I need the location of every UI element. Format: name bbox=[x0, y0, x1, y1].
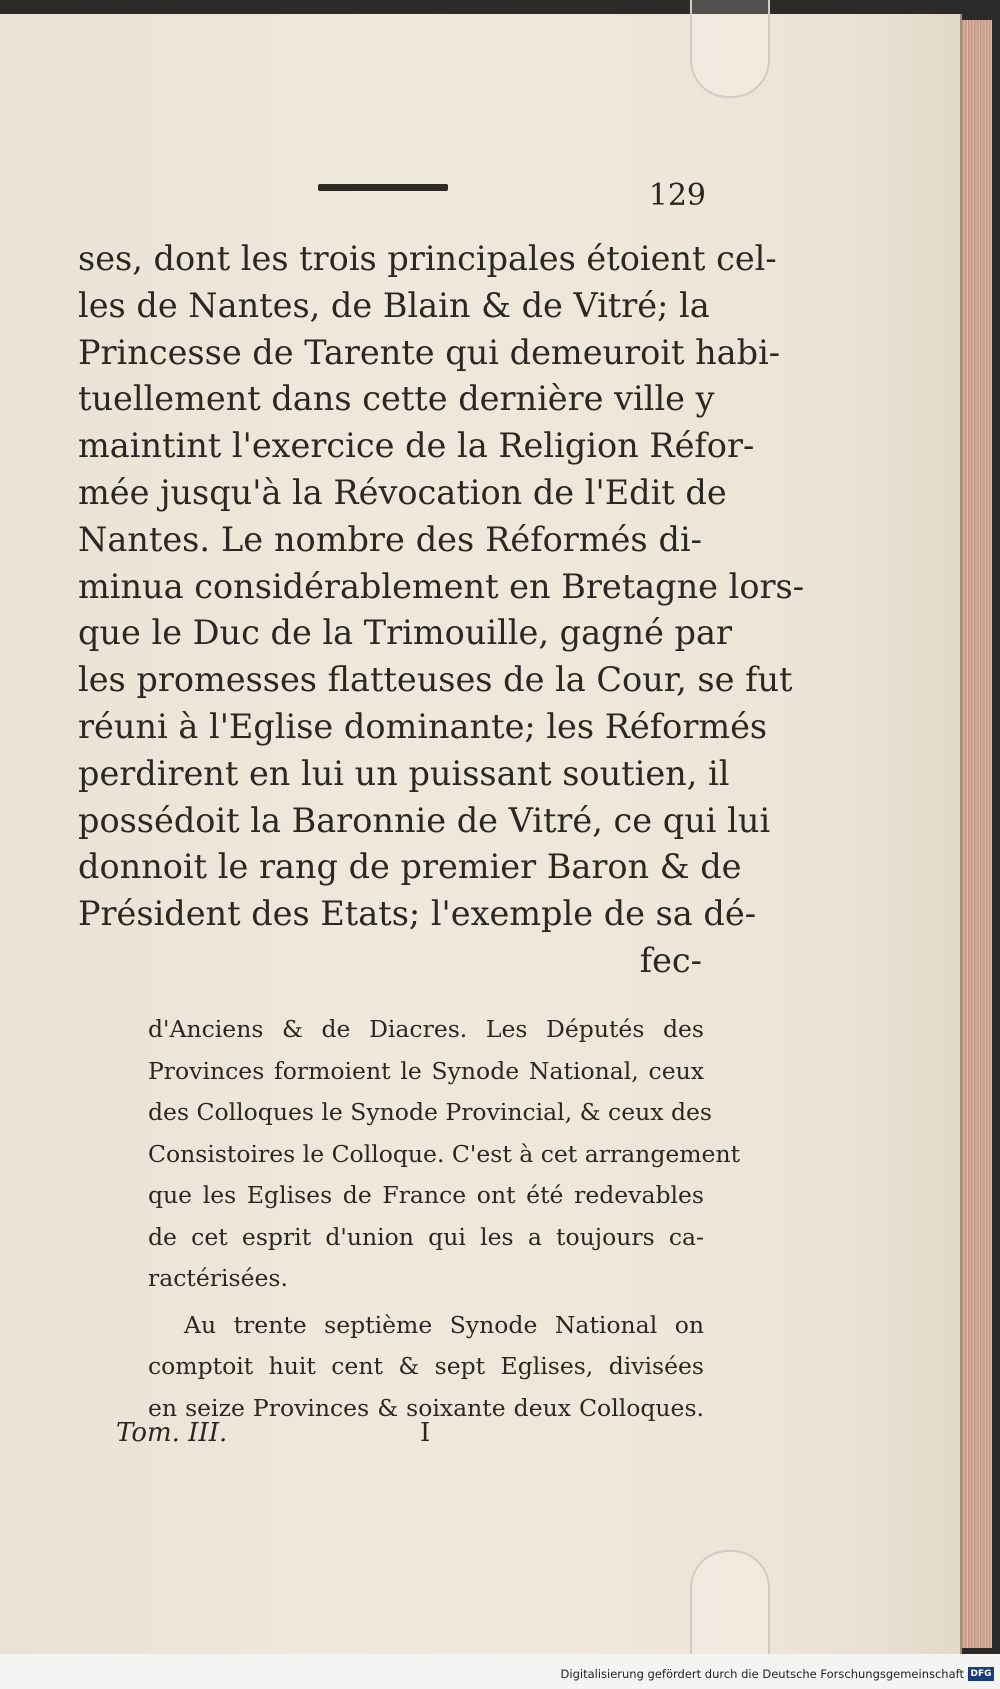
body-line: possédoit la Baronnie de Vitré, ce qui lui bbox=[78, 800, 771, 840]
note-line: des Colloques le Synode Provincial, & ceux des bbox=[148, 1098, 712, 1126]
body-line: ses, dont les trois principales étoient cel- bbox=[78, 239, 777, 278]
note-line: de cet esprit d'union qui les a toujours ca- bbox=[148, 1222, 704, 1251]
body-line: que le Duc de la Trimouille, gagné par bbox=[78, 613, 732, 653]
body-line: les de Nantes, de Blain & de Vitré; la bbox=[78, 285, 710, 325]
note-line: Consistoires le Colloque. C'est à cet arrangement bbox=[148, 1139, 741, 1168]
note-line: que les Eglises de France ont été redevables bbox=[148, 1181, 704, 1209]
body-line: tuellement dans cette dernière ville y bbox=[78, 379, 715, 419]
body-line: Nantes. Le nombre des Réformés di- bbox=[78, 519, 702, 559]
note-line: ractérisées. bbox=[148, 1264, 288, 1292]
credit-text: Digitalisierung gefördert durch die Deutsche Forschungsgemeinschaft bbox=[560, 1667, 964, 1681]
body-line: Président des Etats; l'exemple de sa dé- bbox=[78, 894, 757, 934]
page-edge bbox=[962, 20, 992, 1648]
note-line: Provinces formoient le Synode National, ceux bbox=[148, 1056, 704, 1085]
body-line: minua considérablement en Bretagne lors- bbox=[78, 566, 805, 606]
main-text-block bbox=[78, 236, 805, 985]
note-line: d'Anciens & de Diacres. Les Députés des bbox=[148, 1015, 704, 1043]
page-clip-top bbox=[690, 0, 770, 98]
note-line: Au trente septième Synode National on bbox=[184, 1310, 704, 1339]
body-line: les promesses flatteuses de la Cour, se fut bbox=[78, 660, 793, 700]
body-line: perdirent en lui un puissant soutien, il bbox=[78, 753, 730, 793]
body-line: réuni à l'Eglise dominante; les Réformés bbox=[78, 706, 768, 746]
note-line: comptoit huit cent & sept Eglises, divisées bbox=[148, 1352, 704, 1380]
note-line: en seize Provinces & soixante deux Colloques. bbox=[148, 1393, 704, 1422]
book-page bbox=[0, 14, 962, 1654]
dfg-logo: DFG bbox=[968, 1667, 994, 1681]
signature-mark: Tom. III. bbox=[116, 1418, 228, 1448]
body-line: mée jusqu'à la Révocation de l'Edit de bbox=[78, 472, 727, 512]
page-number: 129 bbox=[648, 178, 706, 213]
body-line: Princesse de Tarente qui demeuroit habi- bbox=[78, 332, 781, 372]
signature-letter: I bbox=[420, 1418, 431, 1448]
page-clip-bottom bbox=[690, 1550, 770, 1662]
catchword: fec- bbox=[639, 940, 702, 980]
header-rule bbox=[318, 184, 448, 191]
body-line: maintint l'exercice de la Religion Réfor- bbox=[78, 426, 755, 466]
credit-bar bbox=[0, 1654, 1000, 1689]
footnote-block bbox=[148, 1009, 741, 1429]
body-line: donnoit le rang de premier Baron & de bbox=[78, 847, 742, 887]
